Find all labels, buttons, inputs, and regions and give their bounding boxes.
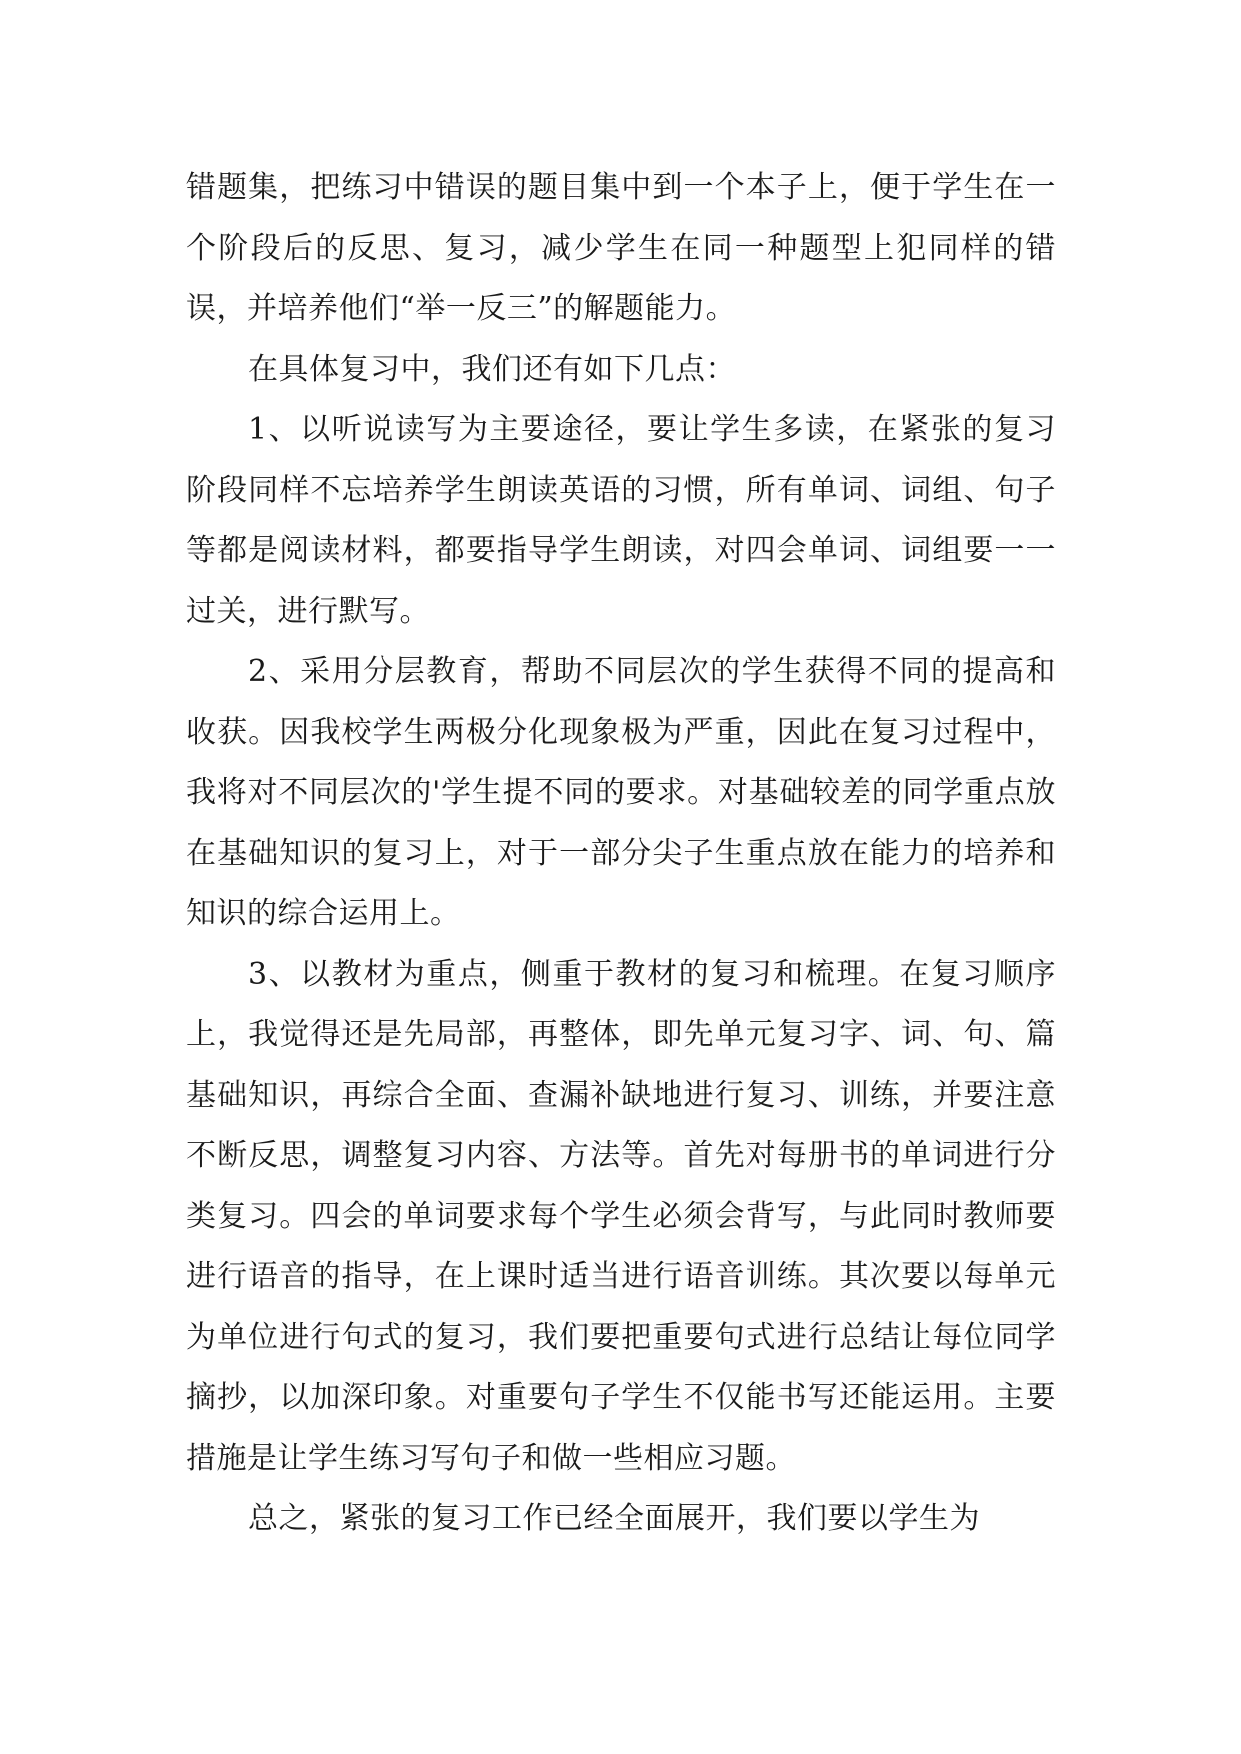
paragraph-review-points-intro: 在具体复习中，我们还有如下几点：: [248, 351, 736, 387]
paragraph-error-notebook: 错题集，把练习中错误的题目集中到一个本子上，便于学生在一个阶段后的反思、复习，减少学生在同一种题型上犯同样的错误，并培养他们“举一反三”的解题能力。: [186, 170, 1056, 326]
paragraph-point-3: 3、以教材为重点，侧重于教材的复习和梳理。在复习顺序上，我觉得还是先局部，再整体，即先单元复习字、词、句、篇基础知识，再综合全面、查漏补缺地进行复习、训练，并要注意不断反思，调整复习内容、方法等。首先对每册书的单词进行分类复习。四会的单词要求每个学生必须会背写，与此同时教师要进行语音的指导，在上课时适当进行语音训练。其次要以每单元为单位进行句式的复习，我们要把重要句式进行总结让每位同学摘抄，以加深印象。对重要句子学生不仅能书写还能运用。主要措施是让学生练习写句子和做一些相应习题。: [186, 956, 1056, 1476]
paragraph-point-1: 1、以听说读写为主要途径，要让学生多读，在紧张的复习阶段同样不忘培养学生朗读英语的习惯，所有单词、词组、句子等都是阅读材料，都要指导学生朗读，对四会单词、词组要一一过关，进行默写。: [186, 412, 1056, 629]
paragraph-conclusion: 总之，紧张的复习工作已经全面展开，我们要以学生为: [248, 1501, 980, 1536]
document-body: [186, 158, 1056, 1550]
paragraph-point-2: 2、采用分层教育，帮助不同层次的学生获得不同的提高和收获。因我校学生两极分化现象极为严重，因此在复习过程中，我将对不同层次的'学生提不同的要求。对基础较差的同学重点放在基础知识的复习上，对于一部分尖子生重点放在能力的培养和知识的综合运用上。: [186, 654, 1056, 931]
